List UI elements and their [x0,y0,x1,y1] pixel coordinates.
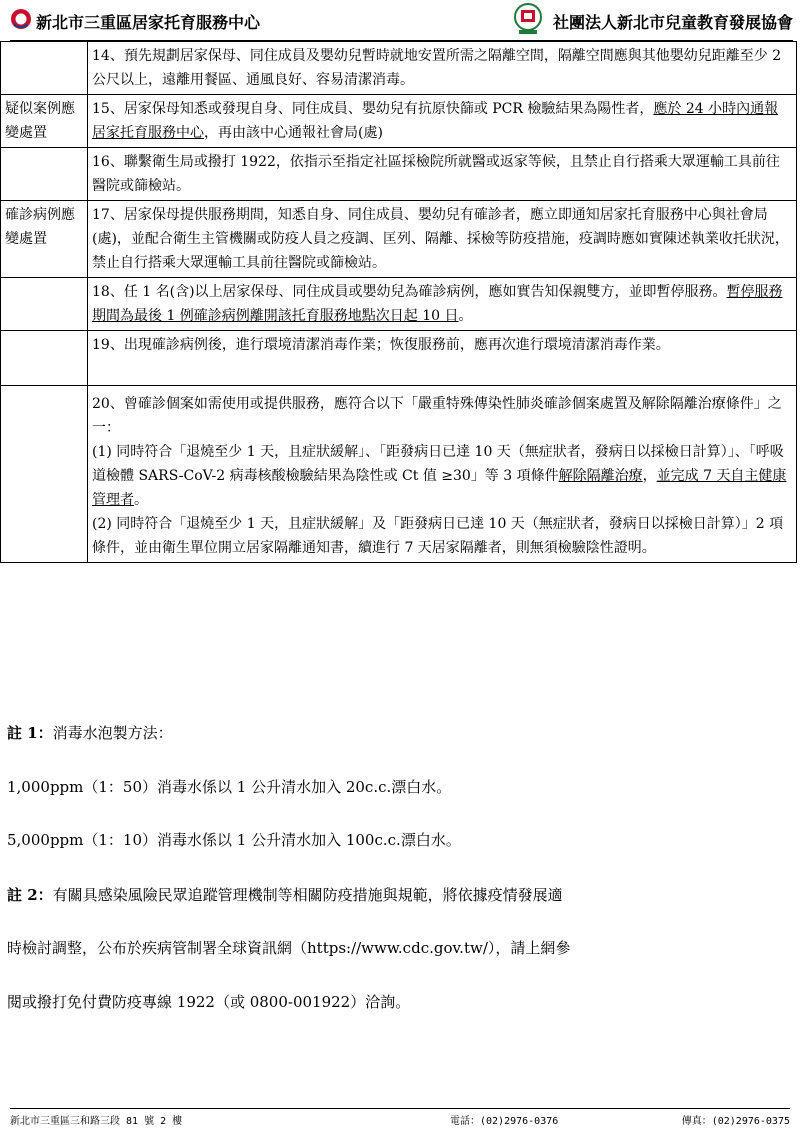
category-cell [1,386,88,563]
note-1-line: 5,000ppm（1：10）消毒水係以 1 公升清水加入 100c.c.漂白水。 [7,831,461,849]
note-1-line: 1,000ppm（1：50）消毒水係以 1 公升清水加入 20c.c.漂白水。 [7,778,452,796]
footer-address: 新北市三重區三和路三段 81 號 2 樓 [10,1116,183,1127]
item-cell: 14、預先規劃居家保母、同住成員及嬰幼兒暫時就地安置所需之隔離空間，隔離空間應與其他嬰幼兒距離至少 2 公尺以上，遠離用餐區、通風良好、容易清潔消毒。 [88,42,797,95]
note-2-line: 閱或撥打免付費防疫專線 1922（或 0800-001922）洽詢。 [7,993,411,1011]
category-cell: 疑似案例應變處置 [1,95,88,148]
note-text: 有關具感染風險民眾追蹤管理機制等相關防疫措施與規範，將依據疫情發展適 [52,886,563,904]
table-row [1,148,797,201]
table-row [1,386,797,563]
header-right-title: 社團法人新北市兒童教育發展協會 [552,13,793,32]
item-text: 18、任 1 名(含)以上居家保母、同住成員或嬰幼兒為確診病例，應如實告知保親雙方，並即暫停服務。 [92,284,727,300]
footer-fax: 傳真：(02)2976-0375 [681,1116,790,1127]
underlined-text: 解除隔離治療 [558,468,643,484]
table-row [1,278,797,331]
item-text: ， [642,468,657,484]
item-text: 。 [458,308,473,324]
underlined-text: 並完成 7 天自主健康管理者 [92,468,787,508]
underlined-text: 應於 24 小時內通報居家托育服務中心 [92,101,779,141]
note-text: 消毒水泡製方法： [52,724,173,742]
center-logo-icon [10,8,32,30]
category-cell: 確診病例應變處置 [1,201,88,278]
item-text: 。 [134,492,148,508]
item-cell [88,386,797,563]
item-text: 15、居家保母知悉或發現自身、同住成員、嬰幼兒有抗原快篩或 PCR 檢驗結果為陽性者， [92,101,654,117]
page-footer [10,1108,790,1127]
header-left-title: 新北市三重區居家托育服務中心 [36,13,261,32]
item-cell: 16、聯繫衛生局或撥打 1922，依指示至指定社區採檢院所就醫或返家等候，且禁止自行搭乘大眾運輸工具前往醫院或篩檢站。 [88,148,797,201]
page-header [10,0,793,42]
category-cell [1,148,88,201]
note-label: 註 1： [7,724,53,742]
item-cell [88,278,797,331]
item-cell: 19、出現確診病例後，進行環境清潔消毒作業；恢復服務前，應再次進行環境清潔消毒作業。 [88,331,797,386]
footer-phone: 電話：(02)2976-0376 [450,1116,559,1127]
category-cell [1,278,88,331]
table-row [1,42,797,95]
note-2-line: 時檢討調整，公布於疾病管制署全球資訊網（https://www.cdc.gov.tw/），請上網參 [7,939,571,957]
table-row [1,331,797,386]
item-paragraph [92,440,792,512]
underlined-text: 暫停服務期間為最後 1 例確診病例離開該托育服務地點次日起 10 日 [92,284,783,324]
association-logo-icon [513,2,543,36]
category-cell [1,331,88,386]
note-1-heading [7,722,173,743]
item-cell: 17、居家保母提供服務期間，知悉自身、同住成員、嬰幼兒有確診者，應立即通知居家托育服務中心與社會局(處)，並配合衛生主管機關或防疫人員之疫調、匡列、隔離、採檢等防疫措施，疫調時應如實陳述執業收托狀況，禁止自行搭乘大眾運輸工具前往醫院或篩檢站。 [88,201,797,278]
item-text: (1) 同時符合「退燒至少 1 天，且症狀緩解」、「距發病日已達 10 天（無症狀者，發病日以採檢日計算）」、「呼吸道檢體 SARS-CoV-2 病毒核酸檢驗結果為陰性或 Ct 值 ≥30」等 3 項條件 [92,444,784,484]
guidelines-table [0,41,797,563]
item-paragraph: (2) 同時符合「退燒至少 1 天，且症狀緩解」及「距發病日已達 10 天（無症狀者，發病日以採檢日計算）」2 項條件，並由衛生單位開立居家隔離通知書，續進行 7 天居家隔離者，則無須檢驗陰性證明。 [92,516,784,556]
table-row [1,201,797,278]
table-row [1,95,797,148]
item-paragraph: 20、曾確診個案如需使用或提供服務，應符合以下「嚴重特殊傳染性肺炎確診個案處置及解除隔離治療條件」之一： [92,396,782,436]
item-text: ，再由該中心通報社會局(處) [204,125,383,141]
note-label: 註 2： [7,886,53,904]
note-2-line [7,884,563,905]
item-cell [88,95,797,148]
category-cell [1,42,88,95]
